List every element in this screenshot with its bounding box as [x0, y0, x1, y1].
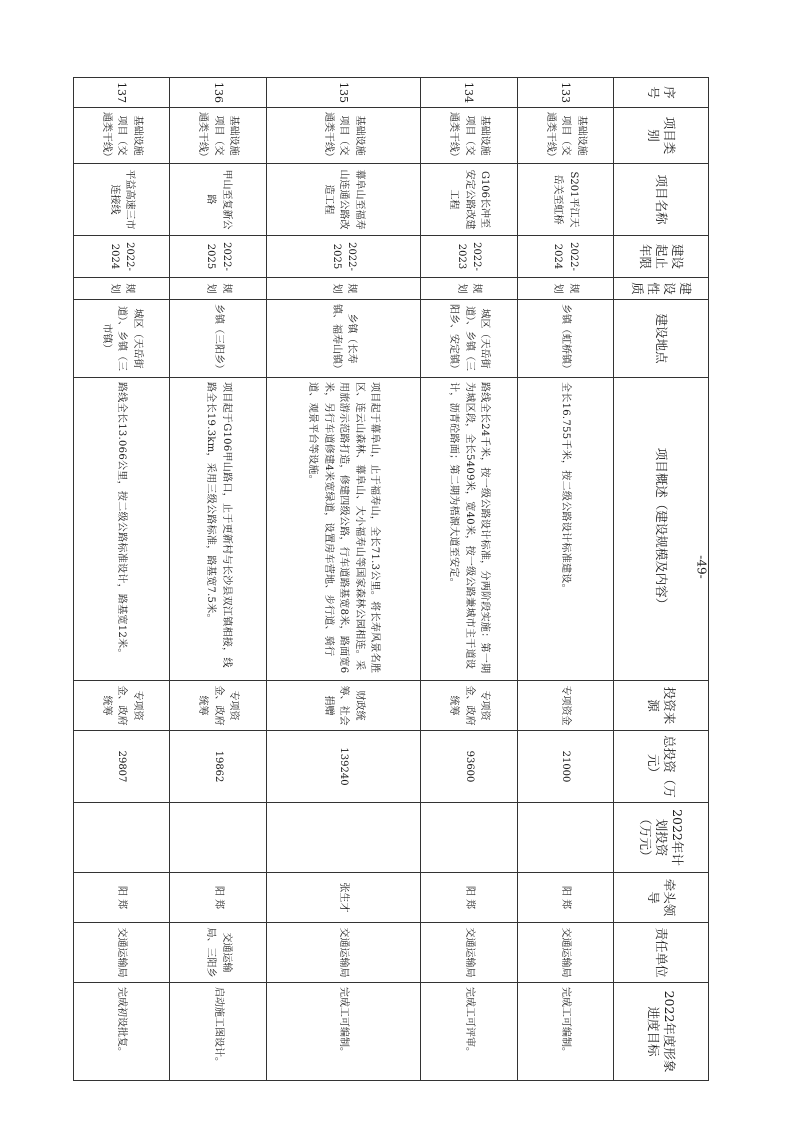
cell-leader: 张生才 — [266, 873, 420, 923]
cell-nature: 规划 — [421, 278, 517, 300]
cell-category: 基础设施项目（交通类干线） — [266, 108, 420, 164]
cell-location: 城区（天岳街道）、乡镇（三阳乡、安定镇） — [421, 300, 517, 378]
cell-leader: 阳 郑 — [74, 873, 170, 923]
cell-location: 乡镇（虹桥镇） — [517, 300, 613, 378]
table-row — [170, 78, 266, 1081]
table-row — [517, 78, 613, 1081]
cell-unit: 交通运输局 — [74, 923, 170, 983]
cell-plan2022 — [266, 803, 420, 873]
header-no: 序号 — [614, 78, 709, 108]
cell-total: 21000 — [517, 731, 613, 803]
header-nature: 建设性质 — [614, 278, 709, 300]
cell-category: 基础设施项目（交通类干线） — [74, 108, 170, 164]
header-funding: 投资来源 — [614, 681, 709, 731]
header-name: 项目名称 — [614, 164, 709, 236]
table-row — [74, 78, 170, 1081]
cell-no: 133 — [517, 78, 613, 108]
cell-unit: 交通运输局 — [266, 923, 420, 983]
header-leader: 牵头领导 — [614, 873, 709, 923]
cell-location: 乡镇（三阳乡） — [170, 300, 266, 378]
header-total: 总投资（万元） — [614, 731, 709, 803]
rotated-table-container — [73, 77, 709, 1080]
cell-period: 2022-2025 — [170, 236, 266, 278]
cell-nature: 规划 — [517, 278, 613, 300]
cell-target: 完成工可编制。 — [517, 983, 613, 1081]
cell-funding: 专项资金、政府统筹 — [74, 681, 170, 731]
header-location: 建设地点 — [614, 300, 709, 378]
cell-period: 2022-2023 — [421, 236, 517, 278]
cell-no: 134 — [421, 78, 517, 108]
cell-name: G106长冲至安定公路改建工程 — [421, 164, 517, 236]
cell-no: 137 — [74, 78, 170, 108]
cell-plan2022 — [170, 803, 266, 873]
header-unit: 责任单位 — [614, 923, 709, 983]
cell-no: 136 — [170, 78, 266, 108]
table-row — [421, 78, 517, 1081]
header-period: 建设起止年限 — [614, 236, 709, 278]
header-plan2022: 2022年计划投资（万元） — [614, 803, 709, 873]
cell-nature: 规划 — [266, 278, 420, 300]
table-row — [266, 78, 420, 1081]
cell-overview: 路线全长13.066公里，按二级公路标准设计，路基宽12米。 — [74, 378, 170, 681]
cell-no: 135 — [266, 78, 420, 108]
cell-location: 乡镇（长寿镇、福寿山镇） — [266, 300, 420, 378]
header-category: 项目类别 — [614, 108, 709, 164]
header-target: 2022年度形象进度目标 — [614, 983, 709, 1081]
cell-period: 2022-2024 — [517, 236, 613, 278]
header-row — [614, 78, 709, 1081]
cell-plan2022 — [74, 803, 170, 873]
cell-overview: 全长16.755千米，按二级公路设计标准建设。 — [517, 378, 613, 681]
cell-period: 2022-2025 — [266, 236, 420, 278]
cell-name: 幕阜山至福寿山连通公路改造工程 — [266, 164, 420, 236]
cell-name: 平益高速三市连接线 — [74, 164, 170, 236]
page-number: -49- — [694, 555, 709, 579]
cell-category: 基础设施项目（交通类干线） — [421, 108, 517, 164]
cell-funding: 财政统筹、社会捐赠 — [266, 681, 420, 731]
cell-plan2022 — [421, 803, 517, 873]
cell-leader: 阳 郑 — [421, 873, 517, 923]
cell-plan2022 — [517, 803, 613, 873]
cell-funding: 专项资金 — [517, 681, 613, 731]
cell-total: 139240 — [266, 731, 420, 803]
cell-total: 29807 — [74, 731, 170, 803]
cell-category: 基础设施项目（交通类干线） — [170, 108, 266, 164]
cell-target: 完成初设批复。 — [74, 983, 170, 1081]
cell-leader: 阳 郑 — [170, 873, 266, 923]
cell-target: 完成工可编制。 — [266, 983, 420, 1081]
header-overview: 项目概述（建设规模及内容） — [614, 378, 709, 681]
cell-name: 甲山至复新公路 — [170, 164, 266, 236]
cell-target: 完成工可评审。 — [421, 983, 517, 1081]
cell-total: 19862 — [170, 731, 266, 803]
cell-category: 基础设施项目（交通类干线） — [517, 108, 613, 164]
project-table — [73, 77, 709, 1081]
cell-target: 启动施工图设计。 — [170, 983, 266, 1081]
cell-name: S201平江天岳关至虹桥 — [517, 164, 613, 236]
cell-total: 93600 — [421, 731, 517, 803]
cell-unit: 交通运输局 — [421, 923, 517, 983]
cell-location: 城区（天岳街道）、乡镇（三市镇） — [74, 300, 170, 378]
cell-funding: 专项资金、政府统筹 — [421, 681, 517, 731]
cell-unit: 交通运输局 — [517, 923, 613, 983]
cell-overview: 路线全长24千米，按一级公路设计标准，分两阶段实施：第一期为城区段，全长5409米，宽40米，按一级公路兼城市主干道设计，沥青砼路面；第二期为梧源大道至安定。 — [421, 378, 517, 681]
cell-overview: 项目起于幕阜山，止于福寿山，全长71.3公里。将长寿风景名胜区、连云山森林、幕阜山、大小福寿山等国家森林公园相连。采用旅游示范路打造，修建四级公路，行车道路基宽8米，路面宽6米，另行车道修建4米宽绿道，设置房车营地、步行道、骑行道、观景平台等设施。 — [266, 378, 420, 681]
cell-nature: 规划 — [74, 278, 170, 300]
cell-nature: 规划 — [170, 278, 266, 300]
cell-overview: 项目起于G106甲山路口，止于更新村与长沙县双江镇相接，线路全长19.3km，采用三级公路标准，路基宽7.5米。 — [170, 378, 266, 681]
cell-funding: 专项资金、政府统筹 — [170, 681, 266, 731]
cell-period: 2022-2024 — [74, 236, 170, 278]
cell-unit: 交通运输局、三阳乡 — [170, 923, 266, 983]
cell-leader: 阳 郑 — [517, 873, 613, 923]
